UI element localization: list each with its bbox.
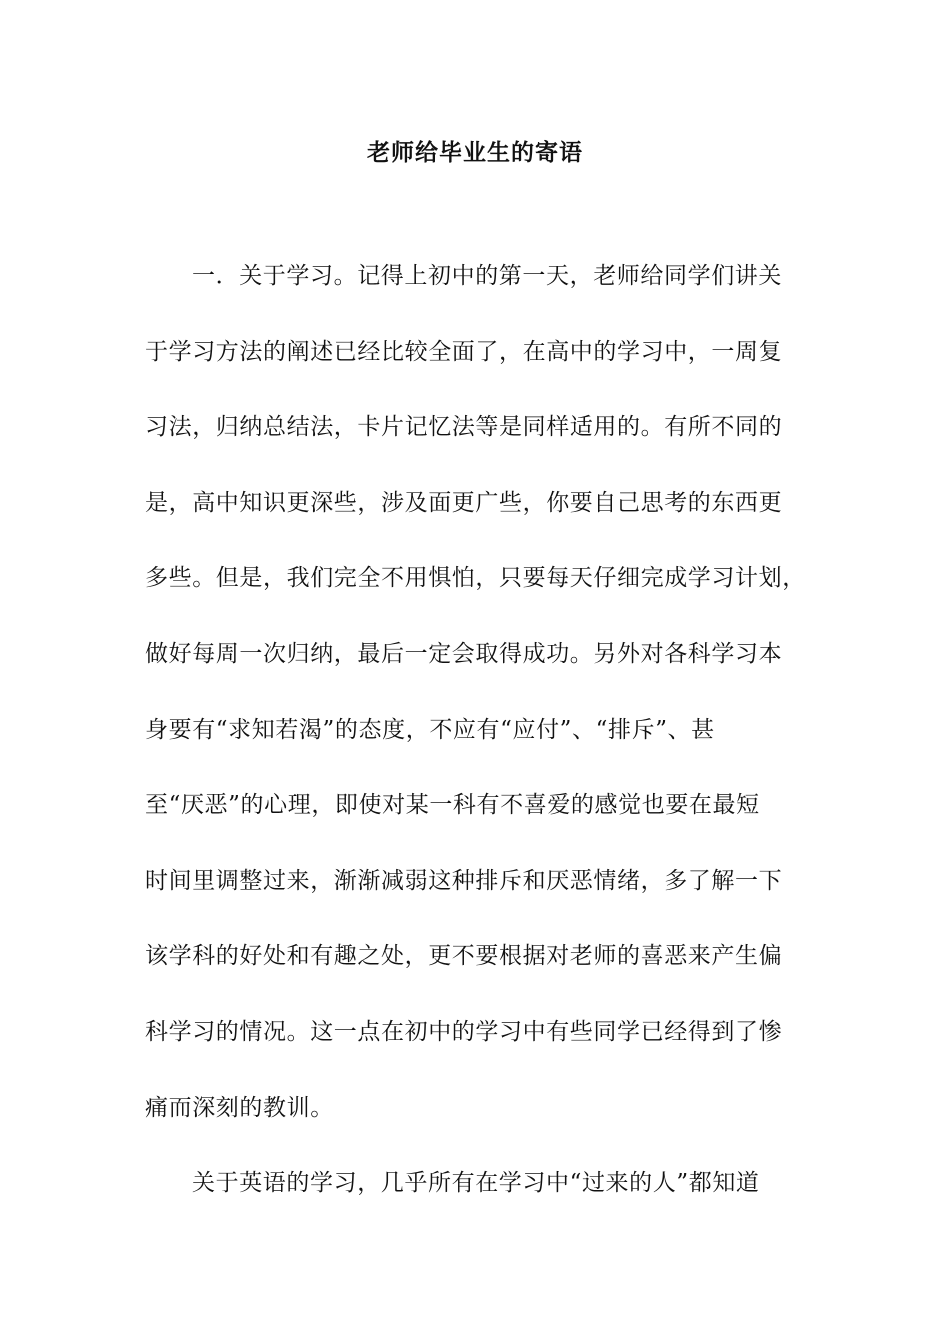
paragraph-line: 至“厌恶”的心理，即使对某一科有不喜爱的感觉也要在最短 [145, 792, 760, 819]
paragraph-line: 痛而深刻的教训。 [145, 1094, 334, 1121]
document-body [145, 246, 810, 1229]
paragraph-line: 于学习方法的阐述已经比较全面了，在高中的学习中，一周复 [145, 338, 783, 365]
document-title: 老师给毕业生的寄语 [367, 139, 583, 166]
paragraph-line: 科学习的情况。这一点在初中的学习中有些同学已经得到了惨 [145, 1018, 783, 1045]
paragraph-line: 一．关于学习。记得上初中的第一天，老师给同学们讲关 [192, 263, 782, 289]
paragraph-line: 做好每周一次归纳，最后一定会取得成功。另外对各科学习本 [145, 640, 783, 667]
paragraph-line: 多些。但是，我们完全不用惧怕，只要每天仔细完成学习计划， [145, 565, 806, 592]
paragraph-line: 时间里调整过来，渐渐减弱这种排斥和厌恶情绪，多了解一下 [145, 867, 783, 894]
paragraph-line: 关于英语的学习，几乎所有在学习中“过来的人”都知道 [192, 1170, 760, 1197]
paragraph-line: 是，高中知识更深些，涉及面更广些，你要自己思考的东西更 [145, 489, 783, 516]
paragraph-line: 习法，归纳总结法，卡片记忆法等是同样适用的。有所不同的 [145, 414, 783, 441]
paragraph-line: 身要有“求知若渴”的态度，不应有“应付”、“排斥”、甚 [145, 716, 715, 743]
paragraph-line: 该学科的好处和有趣之处，更不要根据对老师的喜恶来产生偏 [145, 943, 783, 970]
